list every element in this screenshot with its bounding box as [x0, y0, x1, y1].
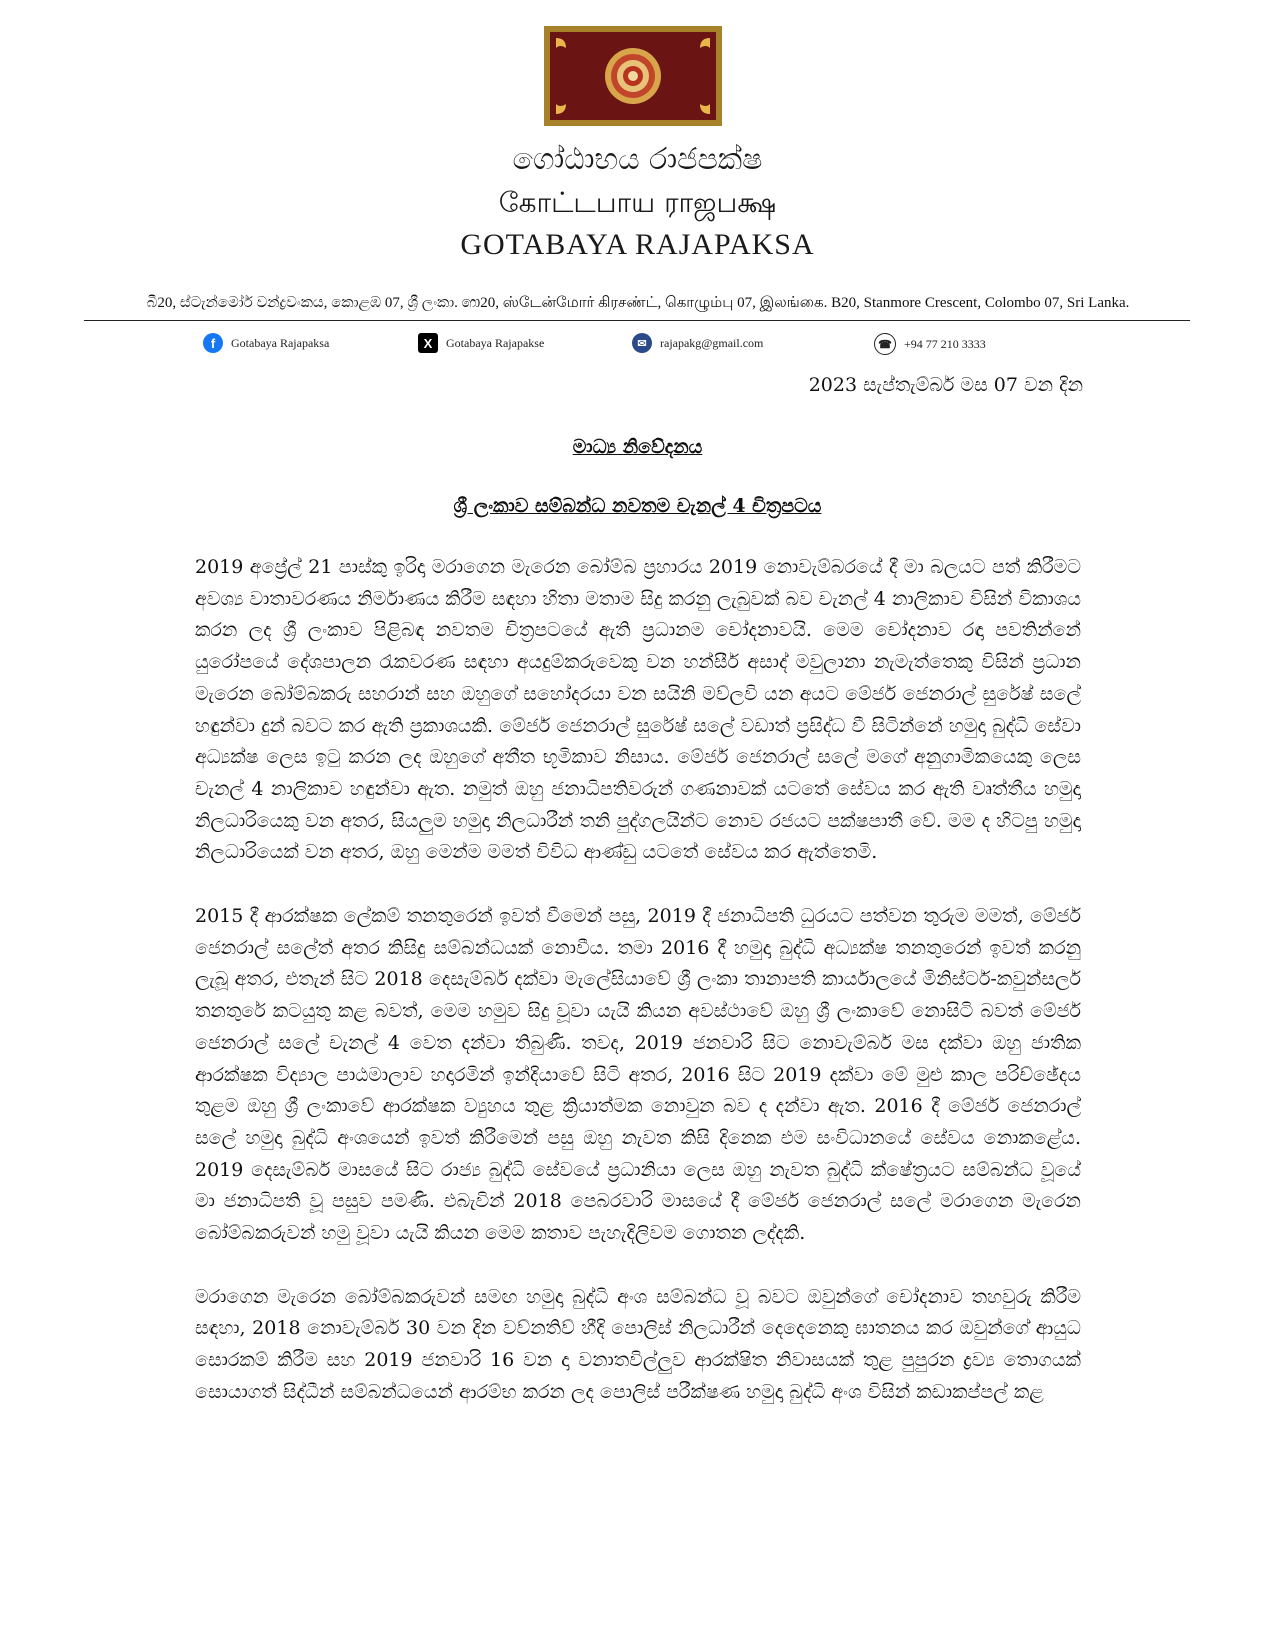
contact-bar	[0, 333, 1275, 359]
contact-phone[interactable]	[874, 333, 986, 355]
x-label: Gotabaya Rajapakse	[446, 335, 545, 350]
document-title: මාධ්‍ය නිවේදනය	[572, 436, 703, 458]
document-subtitle: ශ්‍රී ලංකාව සම්බන්ධ නවතම චැනල් 4 චිත්‍රපටය	[453, 495, 822, 517]
name-tamil: கோட்டபாய ராஜபக்ஷ	[498, 186, 777, 219]
email-label: rajapakg@gmail.com	[660, 335, 764, 350]
email-icon: ✉	[632, 333, 652, 353]
lotus-emblem-icon	[550, 32, 716, 120]
name-english: GOTABAYA RAJAPAKSA	[460, 228, 815, 261]
paragraph-3: මරාගෙන මැරෙන බෝම්බකරුවන් සමඟ හමුදා බුද්ධි අංශ සම්බන්ධ වූ බවට ඔවුන්ගේ චෝදනාව තහවුරු කිරීම සඳහා, 2018 නොවැම්බර් 30 වන දින වව්නතිව් හීදි පොලිස් නිලධාරීන් දෙදෙනෙකු ඝාතනය කර ඔවුන්ගේ ආයුධ සොරකම් කිරීම සහ 2019 ජනවාරි 16 වන දා වනාතවිල්ලුව ආරක්ෂිත නිවාසයක් තුළ පුපුරන ද්‍රව්‍ය තොගයක් සොයාගත් සිද්ධීන් සම්බන්ධයෙන් ආරම්භ කරන ලද පොලිස් පරීක්ෂණ හමුදා බුද්ධි අංශ විසින් කඩාකප්පල් කළ	[195, 1285, 1081, 1403]
contact-facebook[interactable]	[203, 333, 329, 353]
document-date: 2023 සැප්තැම්බර් මස 07 වන දින	[808, 374, 1083, 396]
name-sinhala: ගෝඨාභය රාජපක්ෂ	[512, 142, 763, 177]
facebook-icon: f	[203, 333, 223, 353]
header-divider	[84, 320, 1190, 321]
paragraph-2: 2015 දී ආරක්ෂක ලේකම් තනතුරෙන් ඉවත් වීමෙන් පසු, 2019 දී ජනාධිපති ධුරයට පත්වන තුරුම මමත්, මේජර් ජෙනරාල් සලේත් අතර කිසිදු සම්බන්ධයක් නොවීය. තමා 2016 දී හමුදා බුද්ධි අධ්‍යක්ෂ තනතුරෙන් ඉවත් කරනු ලැබූ අතර, එතැන් සිට 2018 දෙසැම්බර් දක්වා මැලේසියාවේ ශ්‍රී ලංකා තානාපති කාර්යාලයේ මිනිස්ටර්-කවුන්සලර් තනතුරේ කටයුතු කළ බවත්, මෙම හමුව සිදු වූවා යැයි කියන අවස්ථාවේ ඔහු ශ්‍රී ලංකාවේ නොසිටි බවත් මේජර් ජෙනරාල් සලේ චැනල් 4 වෙත දන්වා තිබුණි. තවද, 2019 ජනවාරි සිට නොවැම්බර් මස දක්වා ඔහු ජාතික ආරක්ෂක විද්‍යාල පාඨමාලාව හදාරමින් ඉන්දියාවේ සිටි අතර, 2016 සිට 2019 දක්වා මේ මුළු කාල පරිච්ඡේදය තුළම ඔහු ශ්‍රී ලංකාවේ ආරක්ෂක ව්‍යුහය තුළ ක්‍රියාත්මක නොවුන බව ද දන්වා ඇත. 2016 දී මේජර් ජෙනරාල් සලේ හමුදා බුද්ධි අංශයෙන් ඉවත් කිරීමෙන් පසු ඔහු නැවත කිසි දිනෙක එම සංවිධානයේ සේවය නොකළේය. 2019 දෙසැම්බර් මාසයේ සිට රාජ්‍ය බුද්ධි සේවයේ ප්‍රධානියා ලෙස ඔහු නැවත බුද්ධි ක්ෂේත්‍රයට සම්බන්ධ වූයේ මා ජනාධිපති වූ පසුව පමණි. එබැවින් 2018 පෙබරවාරි මාසයේ දී මේජර් ජෙනරාල් සලේ මරාගෙන මැරෙන බෝම්බකරුවන් හමු වූවා යැයි කියන මෙම කතාව පැහැදිලිවම ගොතන ලද්දකි.	[195, 905, 1081, 1245]
phone-label: +94 77 210 3333	[904, 336, 986, 351]
emblem-svg	[550, 32, 716, 120]
emblem-flag	[544, 26, 722, 126]
facebook-label: Gotabaya Rajapaksa	[231, 335, 330, 350]
address-line: බී20, ස්ටැන්මෝර් වන්ද්‍රවංකය, කොළඹ 07, ශ්‍රී ලංකා. ෩20, ஸ்டேன்மோர் கிரசண்ட், கொழும்பு 07, இலங்கை. B20, Stanmore Crescent, Colombo 07, Sri Lanka.	[146, 295, 1130, 311]
phone-icon: ☎	[874, 333, 896, 355]
paragraph-1: 2019 අප්‍රේල් 21 පාස්කු ඉරිදා මරාගෙන මැරෙන බෝම්බ ප්‍රහාරය 2019 නොවැම්බරයේ දී මා බලයට පත් කිරීමට අවශ්‍ය වාතාවරණය නිර්මාණය කිරීම සඳහා හිතා මතාම සිදු කරනු ලැබුවක් බව චැනල් 4 නාලිකාව විසින් විකාශය කරන ලද ශ්‍රී ලංකාව පිළිබඳ නවතම චිත්‍රපටයේ ඇති ප්‍රධානම චෝදනාවයි. මෙම චෝදනාව රඳා පවතින්නේ යුරෝපයේ දේශපාලන රැකවරණ සඳහා අයදුම්කරුවෙකු වන හන්සීර් අසාද් මවුලානා නැමැත්තෙකු විසින් ප්‍රධාන මැරෙන බෝම්බකරු සහරාන් සහ ඔහුගේ සහෝදරයා වන සයිනි මව්ලවි යන අයට මේජර් ජෙනරාල් සුරේෂ් සලේ හඳුන්වා දුන් බවට කර ඇති ප්‍රකාශයකි. මේජර් ජෙනරාල් සුරේෂ් සලේ වඩාත් ප්‍රසිද්ධ වී සිටින්නේ හමුදා බුද්ධි සේවා අධ්‍යක්ෂ ලෙස ඉටු කරන ලද ඔහුගේ අතීත භූමිකාව නිසාය. මේජර් ජෙනරාල් සලේ මගේ අනුගාමිකයෙකු ලෙස චැනල් 4 නාලිකාව හඳුන්වා ඇත. නමුත් ඔහු ජනාධිපතිවරුන් ගණනාවක් යටතේ සේවය කර ඇති වෘත්තීය හමුදා නිලධාරියෙකු වන අතර, සියලුම හමුදා නිලධාරීන් තනි පුද්ගලයින්ට නොව රජයට පක්ෂපාතී වේ. මම ද හිටපු හමුදා නිලධාරියෙක් වන අතර, ඔහු මෙන්ම මමත් විවිධ ආණ්ඩු යටතේ සේවය කර ඇත්තෙමි.	[195, 556, 1081, 864]
x-icon: X	[418, 333, 438, 353]
document-body	[195, 552, 1081, 1441]
contact-email[interactable]	[632, 333, 763, 353]
contact-x[interactable]	[418, 333, 544, 353]
